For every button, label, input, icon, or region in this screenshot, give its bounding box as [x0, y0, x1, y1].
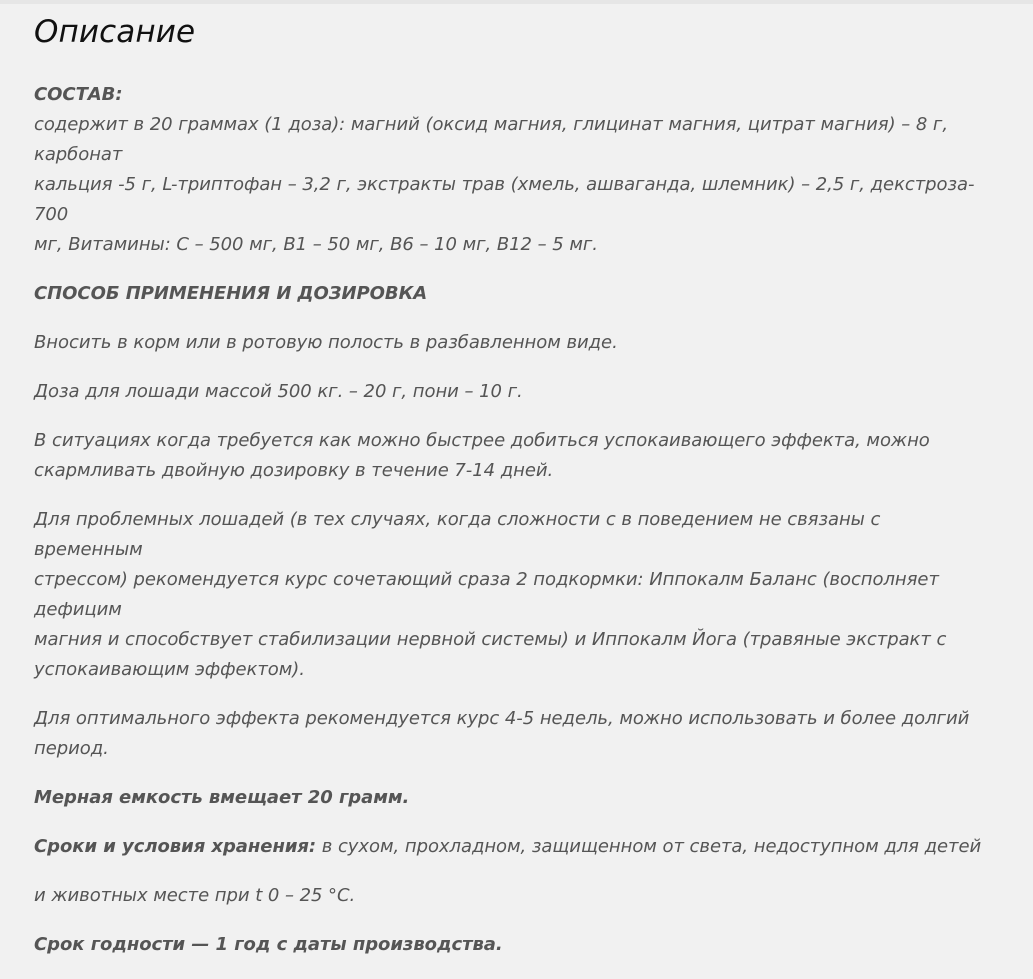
- usage-paragraph-4-line-2: стрессом) рекомендуется курс сочетающий сраза 2 подкормки: Иппокалм Баланс (восполняет дефицим: [34, 569, 939, 620]
- title-spacing: [34, 52, 994, 80]
- usage-paragraph-4-line-4: успокаивающим эффектом).: [34, 659, 305, 680]
- description-content: [34, 12, 994, 979]
- composition-line-3: мг, Витамины: С – 500 мг, В1 – 50 мг, В6 – 10 мг, В12 – 5 мг.: [34, 234, 598, 255]
- storage-label: Сроки и условия хранения:: [34, 836, 317, 857]
- usage-paragraph-4: [34, 505, 994, 685]
- shelf-life: Срок годности — 1 год с даты производства.: [34, 934, 503, 955]
- usage-paragraph-5-line-1: Для оптимального эффекта рекомендуется курс 4-5 недель, можно использовать и более долгий: [34, 708, 970, 729]
- composition-line-1: содержит в 20 граммах (1 доза): магний (оксид магния, глицинат магния, цитрат магния) – 8 г, карбонат: [34, 114, 948, 165]
- usage-heading: СПОСОБ ПРИМЕНЕНИЯ И ДОЗИРОВКА: [34, 283, 428, 304]
- usage-paragraph-1: Вносить в корм или в ротовую полость в разбавленном виде.: [34, 332, 618, 353]
- usage-paragraph-5: [34, 704, 994, 764]
- usage-paragraph-3: [34, 426, 994, 486]
- composition-paragraph: [34, 80, 994, 260]
- usage-paragraph-4-line-3: магния и способствует стабилизации нервной системы) и Иппокалм Йога (травяные экстракт с: [34, 629, 947, 650]
- usage-paragraph-4-line-1: Для проблемных лошадей (в тех случаях, когда сложности с в поведением не связаны с временным: [34, 509, 881, 560]
- page-title: Описание: [34, 14, 196, 50]
- composition-line-2: кальция -5 г, L-триптофан – 3,2 г, экстракты трав (хмель, ашваганда, шлемник) – 2,5 г, декстроза- 700: [34, 174, 975, 225]
- composition-heading: СОСТАВ:: [34, 84, 123, 105]
- storage-text-line-2: и животных месте при t 0 – 25 °С.: [34, 885, 356, 906]
- usage-paragraph-3-line-1: В ситуациях когда требуется как можно быстрее добиться успокаивающего эффекта, можно: [34, 430, 930, 451]
- storage-text-line-1: в сухом, прохладном, защищенном от света, недоступном для детей: [316, 836, 982, 857]
- usage-paragraph-5-line-2: период.: [34, 738, 109, 759]
- usage-paragraph-3-line-2: скармливать двойную дозировку в течение 7-14 дней.: [34, 460, 554, 481]
- measuring-note: Мерная емкость вмещает 20 грамм.: [34, 787, 410, 808]
- usage-paragraph-2: Доза для лошади массой 500 кг. – 20 г, пони – 10 г.: [34, 381, 523, 402]
- storage-paragraph: [34, 832, 994, 862]
